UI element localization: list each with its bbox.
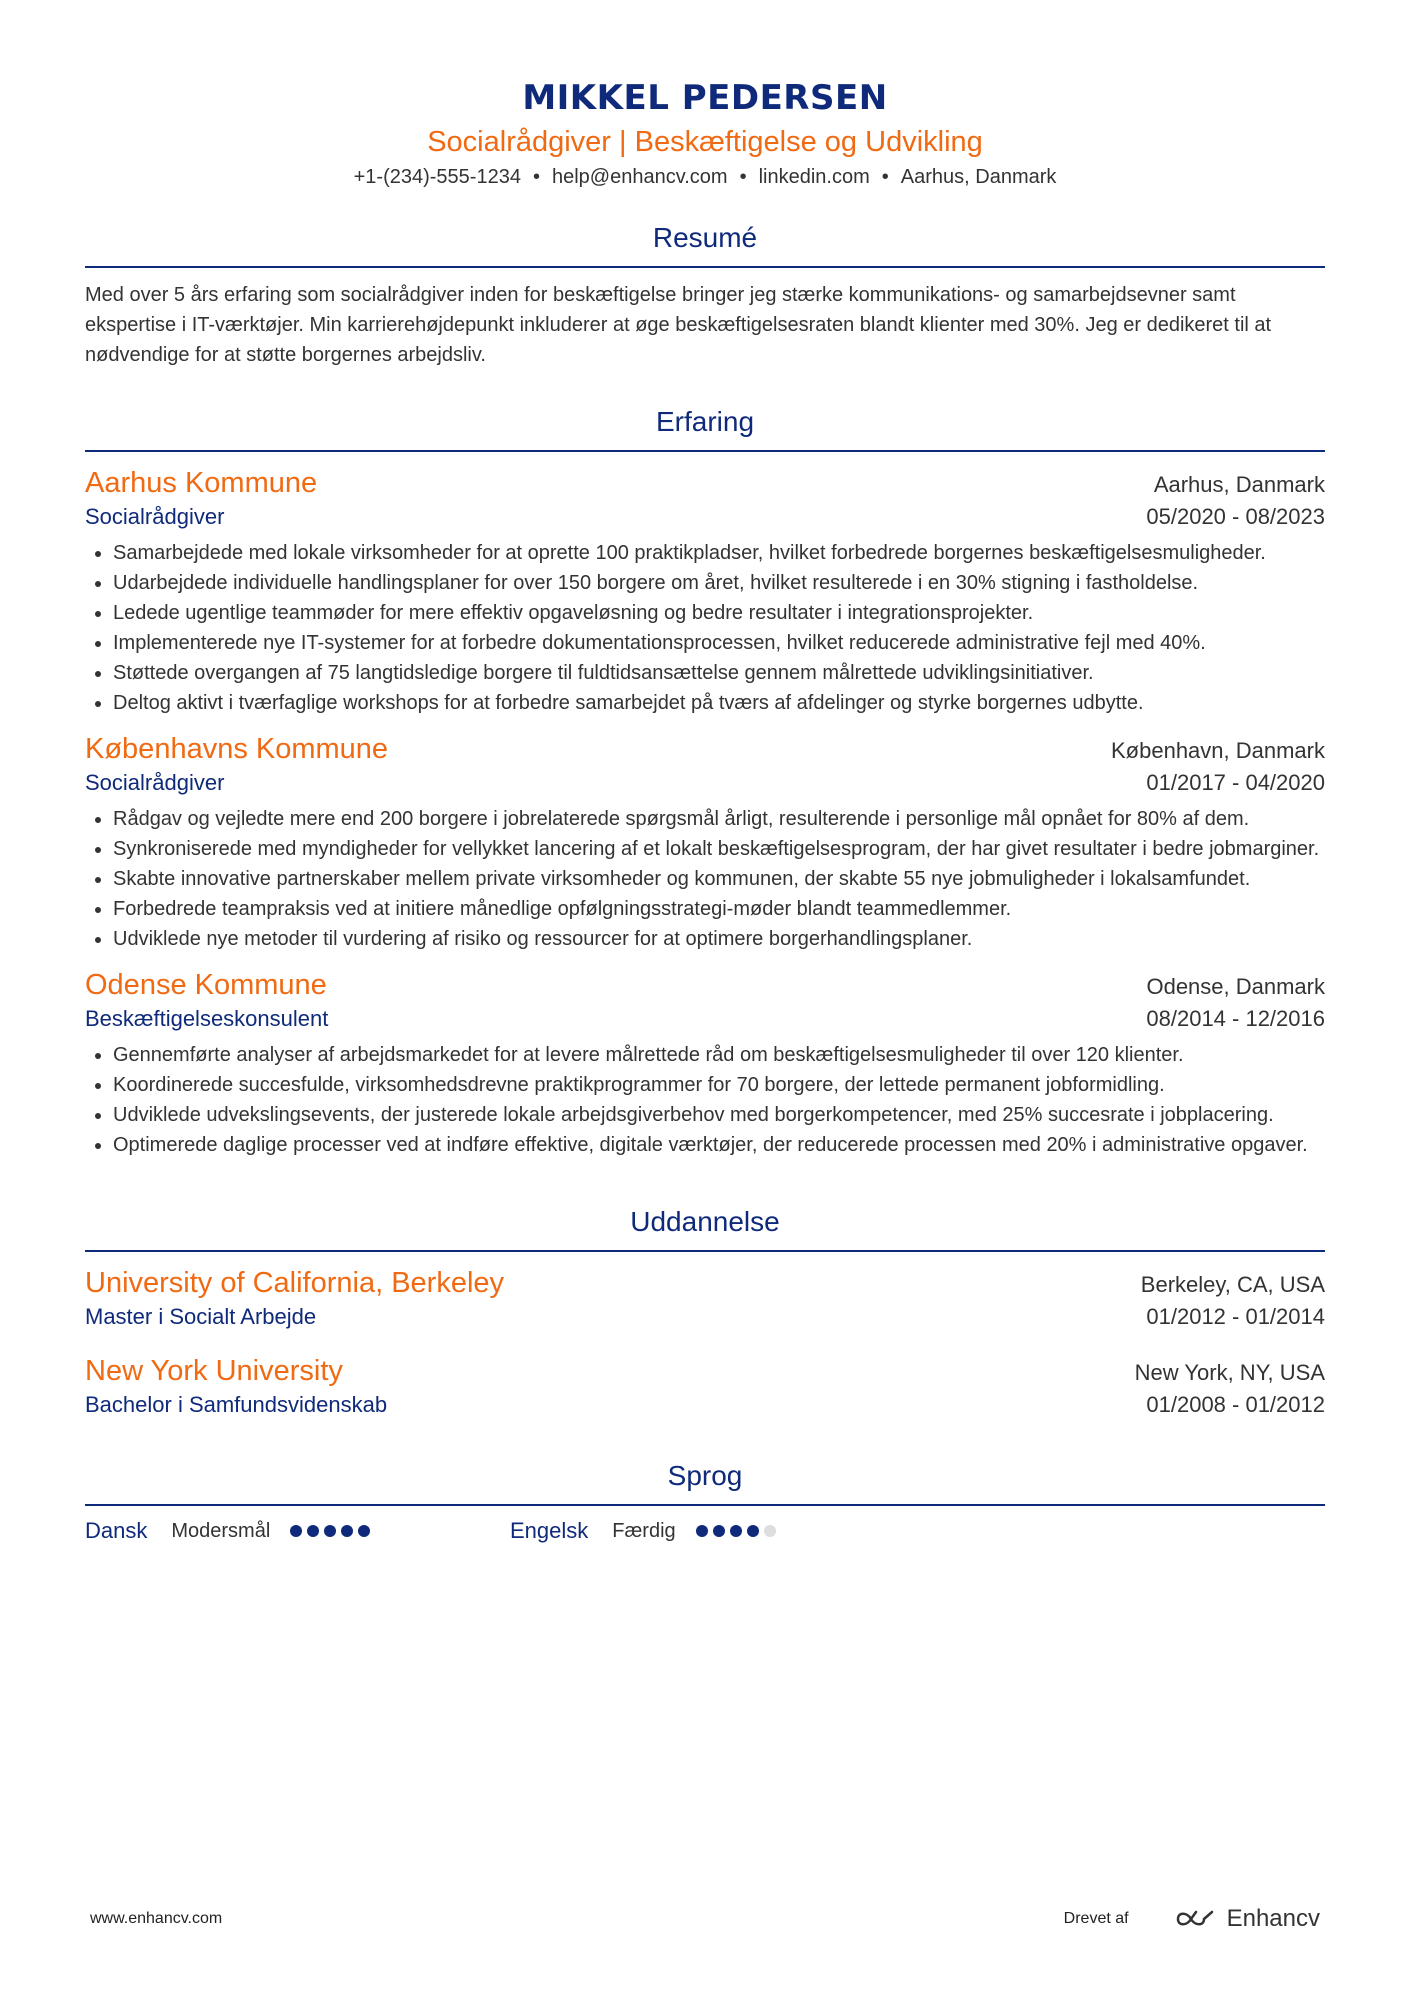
job-bullet: • Udviklede udvekslingsevents, der justerede lokale arbejdsgiverbehov med borgerkompetencer, med 25% succesrate i jobplacering.: [113, 1100, 1325, 1130]
rating-dot-filled: [696, 1525, 708, 1537]
contact-linkedin[interactable]: linkedin.com: [758, 166, 870, 188]
brand-logo[interactable]: [1175, 1905, 1320, 1933]
section-title-experience: Erfaring: [85, 404, 1325, 452]
school-name: New York University: [85, 1355, 343, 1387]
contact-location: Aarhus, Danmark: [900, 166, 1057, 188]
contact-phone: +1-(234)-555-1234: [353, 166, 521, 188]
job-bullet: • Ledede ugentlige teammøder for mere effektiv opgaveløsning og bedre resultater i integrationsprojekter.: [113, 598, 1325, 628]
job-bullet: • Koordinerede succesfulde, virksomhedsdrevne praktikprogrammer for 70 borgere, der lettede permanent jobformidling.: [113, 1070, 1325, 1100]
contact-separator: •: [739, 166, 747, 188]
job-bullet: • Samarbejdede med lokale virksomheder for at oprette 100 praktikpladser, hvilket forbedrede borgernes beskæftigelsesmuligheder.: [113, 538, 1325, 568]
language-rating: [290, 1525, 375, 1537]
job-title: Beskæftigelseskonsulent: [85, 1006, 329, 1031]
rating-dot-filled: [341, 1525, 353, 1537]
company-name: Aarhus Kommune: [85, 467, 318, 499]
school-name: University of California, Berkeley: [85, 1267, 505, 1299]
job-location: København, Danmark: [1111, 738, 1325, 763]
section-title-education: Uddannelse: [85, 1204, 1325, 1252]
contact-email[interactable]: help@enhancv.com: [551, 166, 728, 188]
enhancv-logo-icon: [1175, 1908, 1215, 1930]
language-level: Modersmål: [171, 1519, 271, 1542]
job-bullets: [85, 1040, 1325, 1160]
job-location: Odense, Danmark: [1146, 974, 1325, 999]
candidate-headline: Socialrådgiver | Beskæftigelse og Udvikling: [427, 126, 983, 158]
company-name: Københavns Kommune: [85, 733, 389, 765]
job-bullet: • Udviklede nye metoder til vurdering af risiko og ressourcer for at optimere borgerhandlingsplaner.: [113, 924, 1325, 954]
summary-text: Med over 5 års erfaring som socialrådgiver inden for beskæftigelse bringer jeg stærke kommunikations- og samarbejdsevner samt ekspertise i IT-værktøjer. Min karrierehøjdepunkt inkluderer at øge beskæftigelsesraten blandt klienter med 30%. Jeg er dedikeret til at nødvendige for at støtte borgernes arbejdsliv.: [85, 284, 1272, 366]
job-dates: 01/2017 - 04/2020: [1146, 770, 1325, 795]
candidate-name: MIKKEL PEDERSEN: [522, 78, 888, 118]
experience-section: [85, 404, 1325, 1160]
job-bullet: • Synkroniserede med myndigheder for vellykket lancering af et lokalt beskæftigelsesprogram, der har givet resultater i bedre jobmarginer.: [113, 834, 1325, 864]
job-bullets: [85, 538, 1325, 718]
summary-section: [85, 220, 1325, 370]
language-rating: [696, 1525, 781, 1537]
brand-name: Enhancv: [1226, 1905, 1320, 1932]
school-location: Berkeley, CA, USA: [1140, 1272, 1325, 1297]
rating-dot-filled: [324, 1525, 336, 1537]
languages-section: [85, 1458, 1325, 1544]
section-title-languages: Sprog: [85, 1458, 1325, 1506]
job-bullet: • Udarbejdede individuelle handlingsplaner for over 150 borgere om året, hvilket resulterede i en 30% stigning i fastholdelse.: [113, 568, 1325, 598]
resume-header: [0, 0, 1410, 190]
job-bullet: • Skabte innovative partnerskaber mellem private virksomheder og kommunen, der skabte 55 nye jobmuligheder i lokalsamfundet.: [113, 864, 1325, 894]
degree-name: Bachelor i Samfundsvidenskab: [85, 1392, 388, 1417]
rating-dot-filled: [358, 1525, 370, 1537]
languages-list: [85, 1518, 1325, 1544]
powered-by-label: Drevet af: [1063, 1910, 1129, 1927]
job-bullet: • Optimerede daglige processer ved at indføre effektive, digitale værktøjer, der reducerede processen med 20% i administrative opgaver.: [113, 1130, 1325, 1160]
job-bullet: • Implementerede nye IT-systemer for at forbedre dokumentationsprocessen, hvilket reducerede administrative fejl med 40%.: [113, 628, 1325, 658]
language-item: [85, 1518, 510, 1544]
job-title: Socialrådgiver: [85, 770, 225, 795]
footer-branding: [1064, 1905, 1320, 1933]
rating-dot-empty: [764, 1525, 776, 1537]
contact-separator: •: [532, 166, 540, 188]
language-name: Dansk: [85, 1518, 148, 1543]
contact-separator: •: [881, 166, 889, 188]
education-dates: 01/2012 - 01/2014: [1146, 1304, 1325, 1329]
job-dates: 08/2014 - 12/2016: [1146, 1006, 1325, 1031]
rating-dot-filled: [730, 1525, 742, 1537]
language-level: Færdig: [612, 1519, 676, 1542]
job-bullet: • Forbedrede teampraksis ved at initiere månedlige opfølgningsstrategi-møder blandt teammedlemmer.: [113, 894, 1325, 924]
job-bullets: [85, 804, 1325, 954]
job-dates: 05/2020 - 08/2023: [1146, 504, 1325, 529]
section-title-summary: Resumé: [85, 220, 1325, 268]
experience-entry: [85, 966, 1325, 1160]
job-title: Socialrådgiver: [85, 504, 225, 529]
page-footer: [90, 1905, 1320, 1933]
education-dates: 01/2008 - 01/2012: [1146, 1392, 1325, 1417]
job-bullet: • Støttede overgangen af 75 langtidsledige borgere til fuldtidsansættelse gennem målrettede udviklingsinitiativer.: [113, 658, 1325, 688]
experience-entry: [85, 730, 1325, 954]
contact-line: [0, 164, 1410, 190]
job-bullet: • Gennemførte analyser af arbejdsmarkedet for at levere målrettede råd om beskæftigelsesmuligheder til over 120 klienter.: [113, 1040, 1325, 1070]
language-name: Engelsk: [510, 1518, 589, 1543]
school-location: New York, NY, USA: [1134, 1360, 1325, 1385]
education-section: [85, 1204, 1325, 1420]
rating-dot-filled: [713, 1525, 725, 1537]
rating-dot-filled: [290, 1525, 302, 1537]
company-name: Odense Kommune: [85, 969, 327, 1001]
experience-entry: [85, 464, 1325, 718]
language-item: [510, 1518, 935, 1544]
job-location: Aarhus, Danmark: [1153, 472, 1325, 497]
education-entry: [85, 1264, 1325, 1332]
footer-url[interactable]: www.enhancv.com: [90, 1910, 223, 1927]
job-bullet: • Rådgav og vejledte mere end 200 borgere i jobrelaterede spørgsmål årligt, resulterende i personlige mål opnået for 80% af dem.: [113, 804, 1325, 834]
education-entry: [85, 1352, 1325, 1420]
rating-dot-filled: [307, 1525, 319, 1537]
job-bullet: • Deltog aktivt i tværfaglige workshops for at forbedre samarbejdet på tværs af afdelinger og styrke borgernes udbytte.: [113, 688, 1325, 718]
degree-name: Master i Socialt Arbejde: [85, 1304, 317, 1329]
rating-dot-filled: [747, 1525, 759, 1537]
